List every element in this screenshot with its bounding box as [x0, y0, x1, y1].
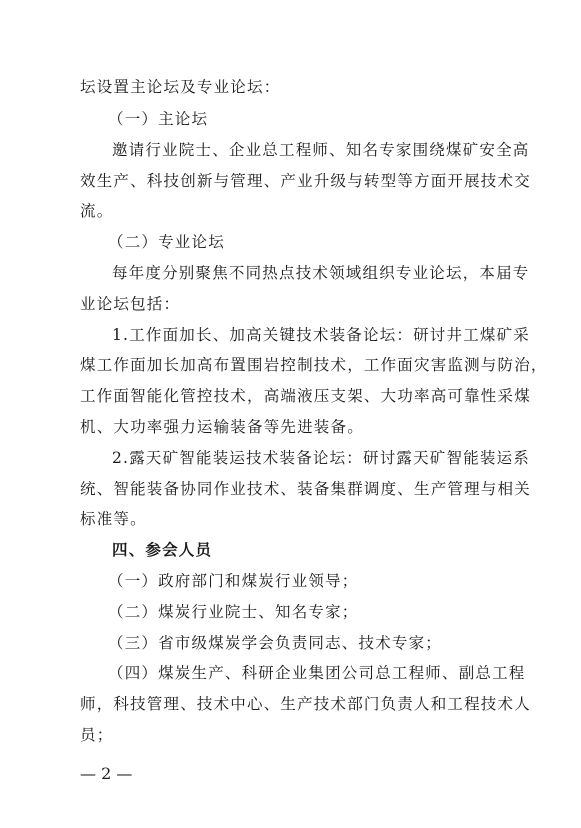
page-number: — 2 — — [80, 764, 133, 783]
text-line: 统、智能装备协同作业技术、装备集群调度、生产管理与相关 — [80, 480, 531, 498]
text-line: 标准等。 — [80, 510, 147, 528]
section-heading-special-forum: （二）专业论坛 — [108, 233, 225, 251]
text-line: （四）煤炭生产、科研企业集团公司总工程师、副总工程 — [108, 664, 526, 682]
text-line: 坛设置主论坛及专业论坛： — [80, 78, 281, 96]
text-line: （二）煤炭行业院士、知名专家； — [108, 603, 359, 621]
text-line: （一）政府部门和煤炭行业领导； — [108, 572, 359, 590]
text-line: 2.露天矿智能装运技术装备论坛：研讨露天矿智能装运系 — [112, 449, 530, 467]
section-heading-main-forum: （一）主论坛 — [108, 110, 209, 128]
text-line: 每年度分别聚焦不同热点技术领域组织专业论坛，本届专 — [112, 264, 530, 282]
text-line: 流。 — [80, 202, 114, 220]
text-line: （三）省市级煤炭学会负责同志、技术专家； — [108, 634, 443, 652]
text-line: 工作面智能化管控技术，高端液压支架、大功率高可靠性采煤 — [80, 387, 531, 405]
text-line: 效生产、科技创新与管理、产业升级与转型等方面开展技术交 — [80, 172, 531, 190]
section-heading-attendees: 四、参会人员 — [112, 540, 213, 559]
text-line: 邀请行业院士、企业总工程师、知名专家围绕煤矿安全高 — [112, 141, 530, 159]
text-line: 师，科技管理、技术中心、生产技术部门负责人和工程技术人 — [80, 695, 531, 713]
text-line: 1.工作面加长、加高关键技术装备论坛：研讨井工煤矿采 — [112, 326, 530, 344]
text-line: 员； — [80, 726, 114, 744]
text-line: 业论坛包括： — [80, 295, 181, 313]
text-line: 煤工作面加长加高布置围岩控制技术，工作面灾害监测与防治， — [80, 356, 548, 374]
text-line: 机、大功率强力运输装备等先进装备。 — [80, 418, 364, 436]
